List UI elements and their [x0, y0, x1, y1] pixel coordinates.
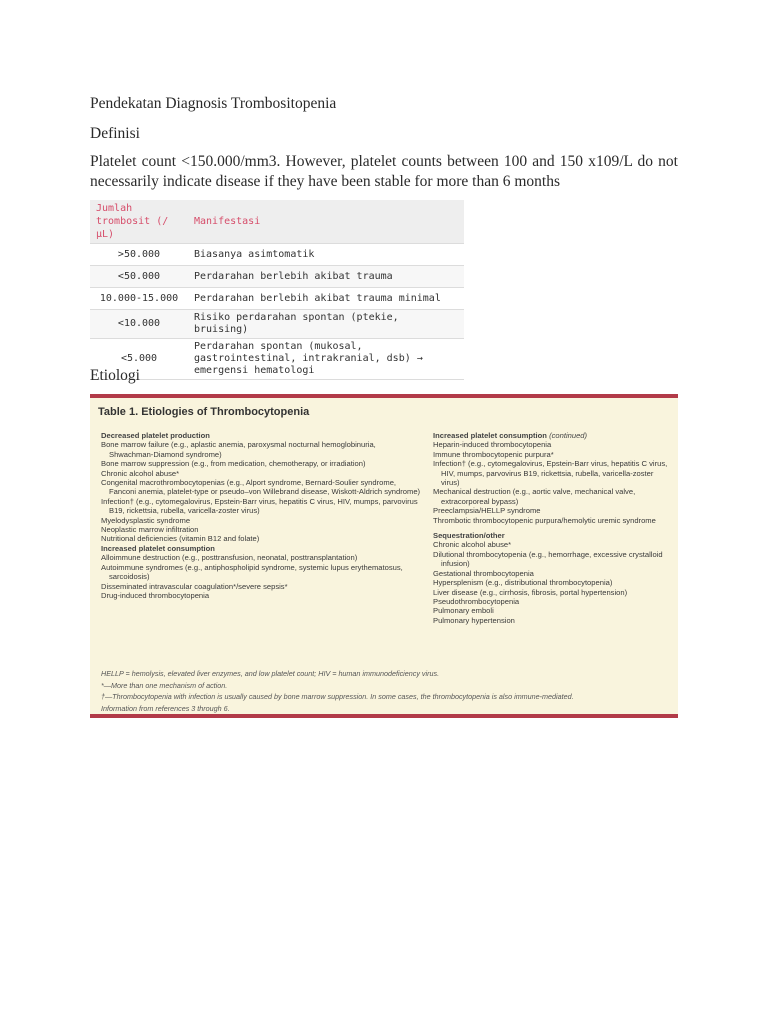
figure-footnotes [101, 668, 671, 714]
continued-note: (continued) [549, 431, 588, 440]
list-item: Chronic alcohol abuse* [433, 540, 512, 550]
list-item: Immune thrombocytopenic purpura* [433, 449, 554, 459]
list-item: Pulmonary hypertension [433, 615, 515, 625]
list-item: Autoimmune syndromes (e.g., antiphospholipid syndrome, systemic lupus erythematosus, sarcoidosis) [101, 562, 403, 582]
header-manifestation: Manifestasi [188, 200, 464, 244]
manifestation-cell: Perdarahan berlebih akibat trauma [188, 266, 464, 288]
footnote: †—Thrombocytopenia with infection is usually caused by bone marrow suppression. In some cases, the thrombocytopenia is also immune-mediated. [101, 692, 574, 701]
list-item: Disseminated intravascular coagulation*/severe sepsis* [101, 581, 288, 591]
list-item: Myelodysplastic syndrome [101, 515, 191, 525]
section-heading-etiologi: Etiologi [90, 367, 140, 384]
section-head-decreased-production: Decreased platelet production [101, 431, 210, 440]
list-item: Dilutional thrombocytopenia (e.g., hemorrhage, excessive crystalloid infusion) [433, 549, 663, 569]
manifestation-cell: Biasanya asimtomatik [188, 244, 464, 266]
list-item: Infection† (e.g., cytomegalovirus, Epstein-Barr virus, hepatitis C virus, HIV, mumps, parvovirus B19, rickettsia, rubella, varicella-zoster virus) [101, 496, 418, 516]
list-item: Drug-induced thrombocytopenia [101, 590, 210, 600]
list-item: Preeclampsia/HELLP syndrome [433, 506, 541, 516]
manifestation-cell: Risiko perdarahan spontan (ptekie, bruising) [188, 310, 464, 339]
etiology-figure [90, 394, 678, 718]
platelet-count-cell: <50.000 [90, 266, 188, 288]
list-item: Congenital macrothrombocytopenias (e.g., Alport syndrome, Bernard-Soulier syndrome, Fanconi anemia, platelet-type or pseudo–von Willebrand disease, Wiskott-Aldrich syndrome) [101, 478, 421, 497]
list-item: Pulmonary emboli [433, 606, 494, 616]
list-item: Bone marrow failure (e.g., aplastic anemia, paroxysmal nocturnal hemoglobinuria, Shwachman-Diamond syndrome) [101, 440, 376, 459]
list-item: Gestational thrombocytopenia [433, 568, 534, 578]
footnote: Information from references 3 through 6. [101, 703, 230, 713]
list-item: Bone marrow suppression (e.g., from medication, chemotherapy, or irradiation) [101, 459, 366, 469]
list-item: Infection† (e.g., cytomegalovirus, Epstein-Barr virus, hepatitis C virus, HIV, mumps, parvovirus B19, rickettsia, rubella, varicella-zoster virus) [433, 459, 668, 488]
section-heading-definisi: Definisi [90, 125, 140, 142]
platelet-count-cell: >50.000 [90, 244, 188, 266]
section-head-increased-consumption-continued [433, 431, 673, 440]
manifestation-table [90, 200, 464, 380]
table-header-row [90, 200, 464, 244]
figure-left-column [101, 431, 421, 600]
list-item: Mechanical destruction (e.g., aortic valve, mechanical valve, extracorporeal bypass) [433, 487, 636, 506]
table-row [90, 339, 464, 380]
list-item: Nutritional deficiencies (vitamin B12 and folate) [101, 534, 260, 544]
list-item: Thrombotic thrombocytopenic purpura/hemolytic uremic syndrome [433, 515, 656, 525]
table-row [90, 266, 464, 288]
table-row [90, 310, 464, 339]
list-item: Liver disease (e.g., cirrhosis, fibrosis, portal hypertension) [433, 587, 628, 597]
list-item: Pseudothrombocytopenia [433, 596, 520, 606]
page-title: Pendekatan Diagnosis Trombositopenia [90, 95, 337, 112]
definition-paragraph: Platelet count <150.000/mm3. However, platelet counts between 100 and 150 x109/L do not necessarily indicate disease if they have been stable for more than 6 months [90, 153, 678, 190]
section-head-increased-consumption: Increased platelet consumption [101, 543, 215, 553]
table-row [90, 244, 464, 266]
section-head-text: Increased platelet consumption [433, 431, 547, 440]
platelet-count-cell: <10.000 [90, 310, 188, 339]
figure-title: Table 1. Etiologies of Thrombocytopenia [98, 406, 310, 418]
list-item: Alloimmune destruction (e.g., posttransfusion, neonatal, posttransplantation) [101, 553, 358, 563]
footnote: HELLP = hemolysis, elevated liver enzymes, and low platelet count; HIV = human immunodeficiency virus. [101, 669, 440, 678]
manifestation-cell: Perdarahan spontan (mukosal, gastrointestinal, intrakranial, dsb) → emergensi hematologi [188, 339, 464, 380]
footnote: *—More than one mechanism of action. [101, 680, 228, 690]
list-item: Hypersplenism (e.g., distributional thrombocytopenia) [433, 578, 613, 588]
list-item: Heparin-induced thrombocytopenia [433, 440, 552, 450]
manifestation-cell: Perdarahan berlebih akibat trauma minimal [188, 288, 464, 310]
list-item: Neoplastic marrow infiltration [101, 525, 199, 535]
platelet-count-cell: 10.000-15.000 [90, 288, 188, 310]
figure-right-column [433, 431, 673, 625]
header-platelet-count: Jumlah trombosit (/µL) [90, 200, 188, 244]
section-head-sequestration: Sequestration/other [433, 531, 505, 541]
table-row [90, 288, 464, 310]
platelet-count-cell: <5.000 [90, 339, 188, 380]
list-item: Chronic alcohol abuse* [101, 468, 180, 478]
